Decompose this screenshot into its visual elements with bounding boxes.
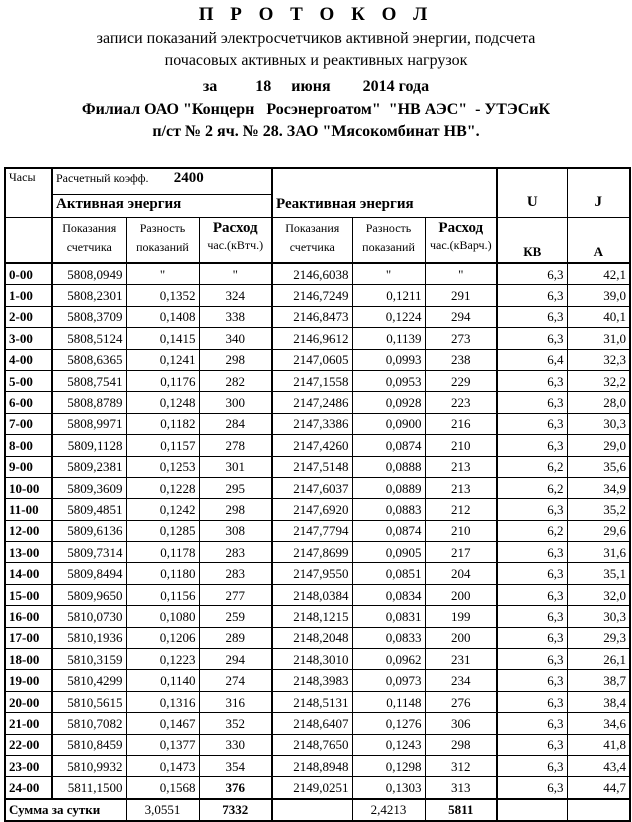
voltage-cell: 6,3 [497,306,567,327]
hour-cell: 7-00 [5,413,52,434]
current-cell: 26,1 [567,649,630,670]
active-flow-cell: 283 [199,542,272,563]
date-month: июня [291,78,331,95]
reactive-diff-cell: 0,0833 [352,627,425,648]
active-diff-cell: 0,1248 [126,392,199,413]
reactive-reading-cell: 2147,0605 [272,349,352,370]
current-cell: 41,8 [567,734,630,755]
voltage-cell: 6,3 [497,670,567,691]
current-cell: 29,6 [567,520,630,541]
reactive-diff-cell: 0,0928 [352,392,425,413]
active-reading-cell: 5810,0730 [52,606,126,627]
reactive-flow-cell: 199 [425,606,497,627]
reactive-reading-cell: 2147,6037 [272,477,352,498]
reactive-diff-cell: 0,1298 [352,755,425,776]
active-reading-cell: 5808,2301 [52,285,126,306]
reactive-diff-cell: 0,1276 [352,713,425,734]
table-row [5,285,630,306]
active-diff-cell: 0,1080 [126,606,199,627]
current-cell: 43,4 [567,755,630,776]
active-reading-cell: 5809,9650 [52,584,126,605]
active-diff-cell: 0,1206 [126,627,199,648]
a-header: А [567,218,630,264]
hour-cell: 1-00 [5,285,52,306]
active-diff-cell: " [126,263,199,285]
subtitle-line-1: записи показаний электросчетчиков активной энергии, подсчета [96,30,536,47]
table-row [5,499,630,520]
coef-value: 2400 [173,170,204,186]
voltage-cell: 6,3 [497,584,567,605]
sum-blank-3 [567,799,630,821]
active-reading-cell: 5809,1128 [52,435,126,456]
active-flow-cell: 284 [199,413,272,434]
active-reading-cell: 5810,9932 [52,755,126,776]
reactive-flow-cell: 213 [425,456,497,477]
table-row [5,435,630,456]
active-flow-cell: 289 [199,627,272,648]
reactive-diff-cell: 0,1243 [352,734,425,755]
reactive-flow-cell: 223 [425,392,497,413]
voltage-cell: 6,3 [497,413,567,434]
reactive-reading-cell: 2148,3983 [272,670,352,691]
voltage-cell: 6,3 [497,263,567,285]
voltage-cell: 6,3 [497,370,567,391]
voltage-cell: 6,3 [497,713,567,734]
reactive-diff-cell: 0,0883 [352,499,425,520]
table-row [5,755,630,776]
reactive-diff-header: Разность показаний [352,218,425,264]
active-flow-cell: 283 [199,563,272,584]
voltage-cell: 6,3 [497,328,567,349]
active-diff-cell: 0,1223 [126,649,199,670]
active-diff-cell: 0,1415 [126,328,199,349]
current-cell: 42,1 [567,263,630,285]
current-cell: 38,4 [567,691,630,712]
voltage-cell: 6,2 [497,456,567,477]
current-cell: 32,2 [567,370,630,391]
reactive-reading-cell: 2148,7650 [272,734,352,755]
kv-header: КВ [497,218,567,264]
reactive-flow-cell: 238 [425,349,497,370]
active-reading-cell: 5810,4299 [52,670,126,691]
reactive-flow-cell: 212 [425,499,497,520]
active-flow-cell: 301 [199,456,272,477]
reactive-reading-cell: 2148,2048 [272,627,352,648]
voltage-cell: 6,3 [497,499,567,520]
active-reading-cell: 5808,6365 [52,349,126,370]
current-cell: 29,3 [567,627,630,648]
active-diff-cell: 0,1408 [126,306,199,327]
active-diff-cell: 0,1228 [126,477,199,498]
current-cell: 38,7 [567,670,630,691]
coef-cell [52,168,272,194]
reactive-reading-cell: 2147,3386 [272,413,352,434]
current-cell: 28,0 [567,392,630,413]
active-reading-cell: 5810,3159 [52,649,126,670]
hour-cell: 22-00 [5,734,52,755]
hour-cell: 16-00 [5,606,52,627]
reactive-diff-cell: 0,0905 [352,542,425,563]
hours-header: Часы [5,168,52,218]
reactive-diff-cell: 0,0834 [352,584,425,605]
table-row [5,627,630,648]
date-day: 18 [255,78,272,95]
active-diff-header: Разность показаний [126,218,199,264]
date-za: за [202,78,218,95]
reactive-reading-cell: 2147,1558 [272,370,352,391]
u-header: U [497,168,567,218]
subtitle-line-2: почасовых активных и реактивных нагрузок [164,52,468,69]
reactive-diff-cell: 0,0973 [352,670,425,691]
active-flow-cell: 278 [199,435,272,456]
hour-cell: 14-00 [5,563,52,584]
substation-line: п/ст № 2 яч. № 28. ЗАО "Мясокомбинат НВ". [152,123,480,140]
reactive-reading-cell: 2148,1215 [272,606,352,627]
table-row [5,584,630,605]
active-flow-cell: 300 [199,392,272,413]
table-row [5,520,630,541]
active-reading-cell: 5808,9971 [52,413,126,434]
sum-label: Сумма за сутки [5,799,126,821]
reactive-diff-cell: 0,0851 [352,563,425,584]
current-cell: 34,9 [567,477,630,498]
reactive-diff-cell: " [352,263,425,285]
active-flow-cell: 340 [199,328,272,349]
table-row [5,306,630,327]
active-diff-cell: 0,1180 [126,563,199,584]
reactive-reading-cell: 2146,8473 [272,306,352,327]
table-row [5,606,630,627]
active-diff-cell: 0,1176 [126,370,199,391]
active-reading-cell: 5810,7082 [52,713,126,734]
hour-cell: 10-00 [5,477,52,498]
reactive-flow-cell: 234 [425,670,497,691]
table-row [5,691,630,712]
table-row [5,263,630,285]
reactive-reading-cell: 2146,6038 [272,263,352,285]
reactive-flow-cell: 210 [425,520,497,541]
active-reading-cell: 5809,8494 [52,563,126,584]
current-cell: 32,3 [567,349,630,370]
active-flow-cell: 324 [199,285,272,306]
current-cell: 34,6 [567,713,630,734]
table-row [5,413,630,434]
voltage-cell: 6,3 [497,392,567,413]
active-flow-cell: 354 [199,755,272,776]
active-flow-cell: 274 [199,670,272,691]
reactive-reading-cell: 2147,5148 [272,456,352,477]
active-flow-unit: час.(кВтч.) [207,238,264,252]
reactive-diff-cell: 0,1139 [352,328,425,349]
reactive-label: Реактивная энергия [276,196,414,212]
active-reading-cell: 5808,7541 [52,370,126,391]
sum-reactive-diff: 2,4213 [352,799,425,821]
voltage-cell: 6,3 [497,755,567,776]
sum-reactive-flow: 5811 [425,799,497,821]
reactive-flow-cell: " [425,263,497,285]
coef-label: Расчетный коэфф. [56,171,149,185]
active-diff-cell: 0,1157 [126,435,199,456]
reactive-reading-cell: 2148,6407 [272,713,352,734]
table-row [5,734,630,755]
reactive-flow-cell: 313 [425,777,497,799]
active-diff-cell: 0,1285 [126,520,199,541]
hour-cell: 23-00 [5,755,52,776]
reactive-flow-cell: 312 [425,755,497,776]
current-cell: 35,6 [567,456,630,477]
active-diff-cell: 0,1241 [126,349,199,370]
table-row [5,392,630,413]
reactive-flow-cell: 273 [425,328,497,349]
reactive-flow-cell: 276 [425,691,497,712]
hour-cell: 18-00 [5,649,52,670]
active-flow-label: Расход [212,220,258,236]
active-flow-cell: 330 [199,734,272,755]
reactive-flow-header [425,218,497,264]
hour-cell: 13-00 [5,542,52,563]
reactive-diff-cell: 0,1148 [352,691,425,712]
reactive-flow-cell: 306 [425,713,497,734]
j-header: J [567,168,630,218]
hour-cell: 19-00 [5,670,52,691]
active-reading-cell: 5808,8789 [52,392,126,413]
reactive-flow-cell: 204 [425,563,497,584]
voltage-cell: 6,3 [497,435,567,456]
voltage-cell: 6,3 [497,563,567,584]
reactive-diff-cell: 0,0888 [352,456,425,477]
active-reading-cell: 5809,4851 [52,499,126,520]
voltage-cell: 6,3 [497,542,567,563]
hour-cell: 8-00 [5,435,52,456]
reactive-flow-cell: 200 [425,584,497,605]
reactive-diff-cell: 0,1211 [352,285,425,306]
hour-cell: 2-00 [5,306,52,327]
reactive-reading-cell: 2147,2486 [272,392,352,413]
reactive-diff-cell: 0,0953 [352,370,425,391]
reactive-reading-cell: 2148,5131 [272,691,352,712]
active-diff-cell: 0,1182 [126,413,199,434]
active-flow-cell: 376 [199,777,272,799]
active-flow-cell: 308 [199,520,272,541]
reactive-reading-cell: 2147,9550 [272,563,352,584]
current-cell: 29,0 [567,435,630,456]
reactive-reading-cell: 2147,8699 [272,542,352,563]
voltage-cell: 6,3 [497,649,567,670]
active-header: Активная энергия [52,194,272,217]
reactive-diff-cell: 0,1303 [352,777,425,799]
current-cell: 31,6 [567,542,630,563]
current-cell: 30,3 [567,413,630,434]
active-flow-cell: 298 [199,349,272,370]
hour-cell: 5-00 [5,370,52,391]
active-reading-cell: 5809,3609 [52,477,126,498]
reactive-diff-cell: 0,0889 [352,477,425,498]
reactive-reading-cell: 2148,8948 [272,755,352,776]
hours-subheader-blank [5,218,52,264]
hour-cell: 24-00 [5,777,52,799]
active-flow-cell: 294 [199,649,272,670]
reactive-flow-label: Расход [438,220,484,236]
reactive-flow-cell: 200 [425,627,497,648]
voltage-cell: 6,2 [497,477,567,498]
hour-cell: 9-00 [5,456,52,477]
active-flow-cell: 277 [199,584,272,605]
current-cell: 31,0 [567,328,630,349]
sum-active-diff: 3,0551 [126,799,199,821]
active-reading-cell: 5808,0949 [52,263,126,285]
reactive-flow-cell: 229 [425,370,497,391]
readings-table [4,167,631,822]
date-line [0,78,632,96]
hour-cell: 6-00 [5,392,52,413]
hour-cell: 17-00 [5,627,52,648]
hour-cell: 12-00 [5,520,52,541]
active-reading-cell: 5810,1936 [52,627,126,648]
date-year: 2014 года [362,78,430,95]
reactive-diff-cell: 0,0900 [352,413,425,434]
current-cell: 35,2 [567,499,630,520]
reactive-diff-cell: 0,0874 [352,435,425,456]
active-reading-cell: 5810,8459 [52,734,126,755]
reactive-reading-cell: 2147,7794 [272,520,352,541]
reactive-reading-cell: 2149,0251 [272,777,352,799]
active-diff-cell: 0,1473 [126,755,199,776]
active-diff-cell: 0,1140 [126,670,199,691]
table-row [5,349,630,370]
reactive-header [272,168,497,218]
active-reading-cell: 5811,1500 [52,777,126,799]
reactive-flow-cell: 298 [425,734,497,755]
active-diff-cell: 0,1242 [126,499,199,520]
organization-line: Филиал ОАО "Концерн Росэнергоатом" "НВ АЭС" - УТЭСиК [81,101,551,118]
voltage-cell: 6,3 [497,734,567,755]
voltage-cell: 6,3 [497,777,567,799]
reactive-flow-cell: 213 [425,477,497,498]
hour-cell: 4-00 [5,349,52,370]
active-flow-cell: 259 [199,606,272,627]
reactive-flow-cell: 210 [425,435,497,456]
reactive-reading-cell: 2146,7249 [272,285,352,306]
current-cell: 35,1 [567,563,630,584]
reactive-reading-cell: 2148,0384 [272,584,352,605]
active-reading-cell: 5810,5615 [52,691,126,712]
active-flow-cell: 295 [199,477,272,498]
voltage-cell: 6,4 [497,349,567,370]
current-cell: 30,3 [567,606,630,627]
active-diff-cell: 0,1467 [126,713,199,734]
hour-cell: 20-00 [5,691,52,712]
reactive-flow-cell: 294 [425,306,497,327]
table-row [5,477,630,498]
reactive-reading-cell: 2146,9612 [272,328,352,349]
voltage-cell: 6,3 [497,627,567,648]
reactive-readings-header: Показания счетчика [272,218,352,264]
table-row [5,563,630,584]
active-flow-header [199,218,272,264]
reactive-flow-unit: час.(кВарч.) [429,238,492,252]
active-flow-cell: 298 [199,499,272,520]
voltage-cell: 6,3 [497,691,567,712]
current-cell: 40,1 [567,306,630,327]
current-cell: 32,0 [567,584,630,605]
active-reading-cell: 5809,2381 [52,456,126,477]
active-diff-cell: 0,1377 [126,734,199,755]
active-flow-cell: 338 [199,306,272,327]
current-cell: 44,7 [567,777,630,799]
table-row [5,670,630,691]
active-reading-cell: 5808,5124 [52,328,126,349]
voltage-cell: 6,2 [497,520,567,541]
sum-blank-2 [497,799,567,821]
hour-cell: 15-00 [5,584,52,605]
hour-cell: 11-00 [5,499,52,520]
reactive-diff-cell: 0,0874 [352,520,425,541]
table-row [5,777,630,799]
reactive-diff-cell: 0,0993 [352,349,425,370]
hour-cell: 21-00 [5,713,52,734]
reactive-reading-cell: 2147,6920 [272,499,352,520]
active-diff-cell: 0,1352 [126,285,199,306]
active-reading-cell: 5808,3709 [52,306,126,327]
hour-cell: 0-00 [5,263,52,285]
active-diff-cell: 0,1568 [126,777,199,799]
reactive-diff-cell: 0,0962 [352,649,425,670]
active-diff-cell: 0,1156 [126,584,199,605]
table-row [5,370,630,391]
active-diff-cell: 0,1253 [126,456,199,477]
active-flow-cell: 316 [199,691,272,712]
sum-blank-1 [272,799,352,821]
table-row [5,649,630,670]
voltage-cell: 6,3 [497,285,567,306]
active-readings-header: Показания счетчика [52,218,126,264]
reactive-flow-cell: 217 [425,542,497,563]
document-title: П Р О Т О К О Л [198,4,434,25]
reactive-reading-cell: 2147,4260 [272,435,352,456]
reactive-reading-cell: 2148,3010 [272,649,352,670]
sum-active-flow: 7332 [199,799,272,821]
reactive-flow-cell: 216 [425,413,497,434]
table-row [5,328,630,349]
active-reading-cell: 5809,6136 [52,520,126,541]
voltage-cell: 6,3 [497,606,567,627]
hour-cell: 3-00 [5,328,52,349]
active-flow-cell: " [199,263,272,285]
reactive-flow-cell: 231 [425,649,497,670]
table-row [5,542,630,563]
table-row [5,456,630,477]
active-flow-cell: 282 [199,370,272,391]
reactive-diff-cell: 0,1224 [352,306,425,327]
active-flow-cell: 352 [199,713,272,734]
sum-row [5,799,630,821]
active-diff-cell: 0,1316 [126,691,199,712]
reactive-flow-cell: 291 [425,285,497,306]
active-diff-cell: 0,1178 [126,542,199,563]
active-reading-cell: 5809,7314 [52,542,126,563]
reactive-diff-cell: 0,0831 [352,606,425,627]
table-row [5,713,630,734]
current-cell: 39,0 [567,285,630,306]
